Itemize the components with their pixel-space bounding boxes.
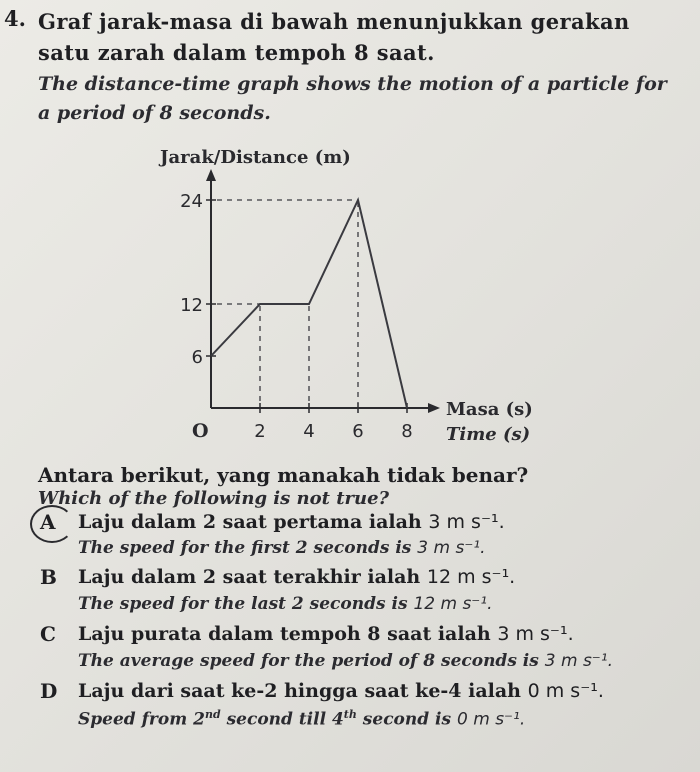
option-b-english: The speed for the last 2 seconds is 12 m s⁻¹. [78,594,493,614]
option-c-value: 3 m s⁻¹. [497,623,574,645]
option-a-malay: Laju dalam 2 saat pertama ialah 3 m s⁻¹. [78,511,505,533]
option-b-malay: Laju dalam 2 saat terakhir ialah 12 m s⁻¹. [78,566,516,588]
x-axis-label-english: Time (s) [446,424,531,445]
x-tick-label: 6 [352,421,364,442]
x-tick-label: 4 [303,421,315,442]
option-d-value: 0 m s⁻¹. [527,680,604,702]
option-c-letter[interactable]: C [40,622,56,646]
y-axis-label: Jarak/Distance (m) [160,147,351,168]
y-tick-label: 6 [191,347,203,368]
x-axis-label-malay: Masa (s) [446,399,533,420]
question-english-line2: a period of 8 seconds. [38,102,271,124]
option-c-english: The average speed for the period of 8 seconds is 3 m s⁻¹. [78,651,613,671]
y-axis-arrow [206,169,216,181]
prompt-english: Which of the following is not true? [38,488,390,509]
question-number: 4. [4,6,26,31]
option-a-value: 3 m s⁻¹. [428,511,505,533]
question-malay-line1: Graf jarak-masa di bawah menunjukkan gerakan [38,9,630,34]
option-a-english-value: 3 m s⁻¹. [417,538,486,558]
option-b-letter[interactable]: B [40,565,57,589]
prompt-malay: Antara berikut, yang manakah tidak benar? [38,463,529,487]
option-d-letter[interactable]: D [40,679,58,703]
option-c-english-value: 3 m s⁻¹. [544,651,613,671]
origin-label: O [192,420,209,442]
y-tick-label: 12 [180,295,203,316]
option-a-english: The speed for the first 2 seconds is 3 m s⁻¹. [78,538,486,558]
option-d-english: Speed from 2nd second till 4th second is 0 m s⁻¹. [78,708,526,730]
y-tick-label: 24 [180,191,203,212]
option-b-english-value: 12 m s⁻¹. [413,594,493,614]
option-b-value: 12 m s⁻¹. [426,566,516,588]
x-tick-label: 8 [401,421,413,442]
x-tick-label: 2 [254,421,266,442]
x-axis-arrow [428,403,440,413]
question-english-line1: The distance-time graph shows the motion of a particle for [38,73,667,95]
question-malay-line2: satu zarah dalam tempoh 8 saat. [38,40,435,65]
option-c-malay: Laju purata dalam tempoh 8 saat ialah 3 m s⁻¹. [78,623,574,645]
guide-lines [217,200,358,404]
option-a-letter[interactable]: A [40,510,56,534]
option-d-english-value: 0 m s⁻¹. [457,709,526,730]
option-d-malay: Laju dari saat ke-2 hingga saat ke-4 ialah 0 m s⁻¹. [78,680,604,702]
